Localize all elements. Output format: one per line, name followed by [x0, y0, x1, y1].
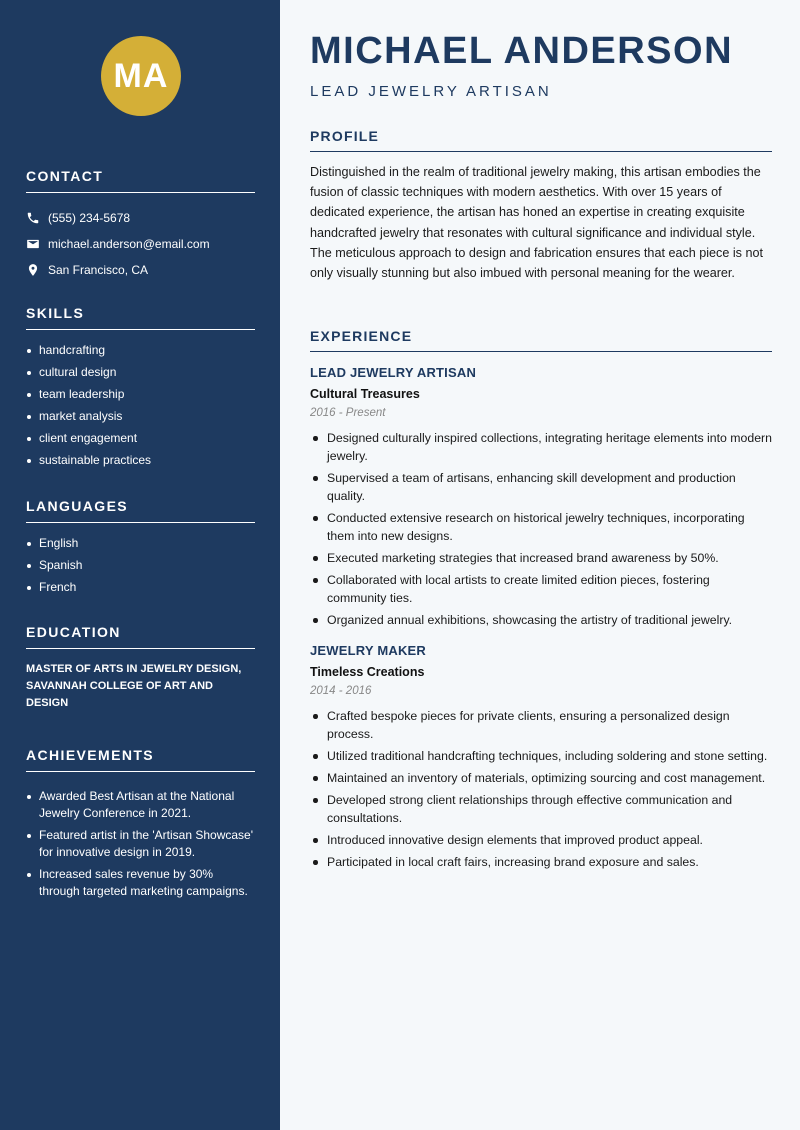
profile-heading: PROFILE [310, 128, 772, 152]
contact-section [26, 168, 255, 283]
job-entry [310, 643, 772, 871]
job-dates: 2016 - Present [310, 407, 386, 419]
education-section [26, 624, 255, 712]
contact-location [26, 257, 255, 283]
language-item: French [26, 579, 255, 596]
location-text: San Francisco, CA [48, 263, 149, 277]
languages-list [26, 535, 255, 596]
job-bullet: Supervised a team of artisans, enhancing skill development and production quality. [310, 469, 772, 505]
skill-item: cultural design [26, 364, 255, 381]
job-company: Timeless Creations [310, 665, 425, 679]
job-bullet: Executed marketing strategies that increased brand awareness by 50%. [310, 549, 772, 567]
job-bullet: Developed strong client relationships through effective communication and consultations. [310, 791, 772, 827]
job-company: Cultural Treasures [310, 387, 420, 401]
job-bullet: Designed culturally inspired collections, integrating heritage elements into modern jewelry. [310, 429, 772, 465]
language-item: English [26, 535, 255, 552]
sidebar [0, 0, 280, 1130]
languages-heading: LANGUAGES [26, 498, 255, 523]
contact-email [26, 231, 255, 257]
education-heading: EDUCATION [26, 624, 255, 649]
job-bullet: Participated in local craft fairs, increasing brand exposure and sales. [310, 853, 772, 871]
experience-section [310, 328, 772, 875]
job-bullet: Crafted bespoke pieces for private clients, ensuring a personalized design process. [310, 707, 772, 743]
language-item: Spanish [26, 557, 255, 574]
skills-heading: SKILLS [26, 305, 255, 330]
skill-item: handcrafting [26, 342, 255, 359]
email-icon [26, 237, 40, 251]
job-title: JEWELRY MAKER [310, 643, 427, 658]
achievement-item: Featured artist in the 'Artisan Showcase' for innovative design in 2019. [26, 827, 255, 861]
avatar-initials: MA [113, 56, 169, 95]
skill-item: market analysis [26, 408, 255, 425]
phone-text: (555) 234-5678 [48, 211, 131, 225]
email-text[interactable]: michael.anderson@email.com [48, 237, 210, 251]
job-bullet: Introduced innovative design elements that improved product appeal. [310, 831, 772, 849]
skill-item: team leadership [26, 386, 255, 403]
candidate-title: LEAD JEWELRY ARTISAN [310, 83, 552, 100]
achievements-list [26, 788, 255, 900]
avatar [101, 36, 181, 116]
candidate-name: MICHAEL ANDERSON [310, 30, 734, 72]
achievement-item: Awarded Best Artisan at the National Jewelry Conference in 2021. [26, 788, 255, 822]
experience-heading: EXPERIENCE [310, 328, 772, 352]
job-bullet: Conducted extensive research on historical jewelry techniques, incorporating them into new designs. [310, 509, 772, 545]
contact-heading: CONTACT [26, 168, 255, 193]
achievements-heading: ACHIEVEMENTS [26, 747, 255, 772]
location-pin-icon [26, 263, 40, 277]
education-degree: MASTER OF ARTS IN JEWELRY DESIGN, SAVANNAH COLLEGE OF ART AND DESIGN [26, 663, 242, 709]
skills-section [26, 305, 255, 474]
contact-phone [26, 205, 255, 231]
profile-section [310, 128, 772, 283]
skill-item: sustainable practices [26, 452, 255, 469]
job-bullet: Utilized traditional handcrafting techniques, including soldering and stone setting. [310, 747, 772, 765]
job-bullet: Collaborated with local artists to create limited edition pieces, fostering community ties. [310, 571, 772, 607]
job-bullets [310, 707, 772, 871]
job-entry [310, 365, 772, 629]
skill-item: client engagement [26, 430, 255, 447]
job-bullet: Maintained an inventory of materials, optimizing sourcing and cost management. [310, 769, 772, 787]
achievements-section [26, 747, 255, 905]
skills-list [26, 342, 255, 469]
phone-icon [26, 211, 40, 225]
languages-section [26, 498, 255, 601]
job-bullet: Organized annual exhibitions, showcasing the artistry of traditional jewelry. [310, 611, 772, 629]
profile-text: Distinguished in the realm of traditional jewelry making, this artisan embodies the fusion of classic techniques with modern aesthetics. With over 15 years of dedicated experience, the artisan has honed an expertise in creating exquisite handcrafted jewelry that resonates with cultural significance and individual style. The meticulous approach to design and fabrication ensures that each piece is not only visually stunning but also imbued with personal meaning for the wearer. [310, 165, 763, 281]
job-bullets [310, 429, 772, 629]
job-dates: 2014 - 2016 [310, 685, 372, 697]
job-title: LEAD JEWELRY ARTISAN [310, 365, 477, 380]
achievement-item: Increased sales revenue by 30% through targeted marketing campaigns. [26, 866, 255, 900]
